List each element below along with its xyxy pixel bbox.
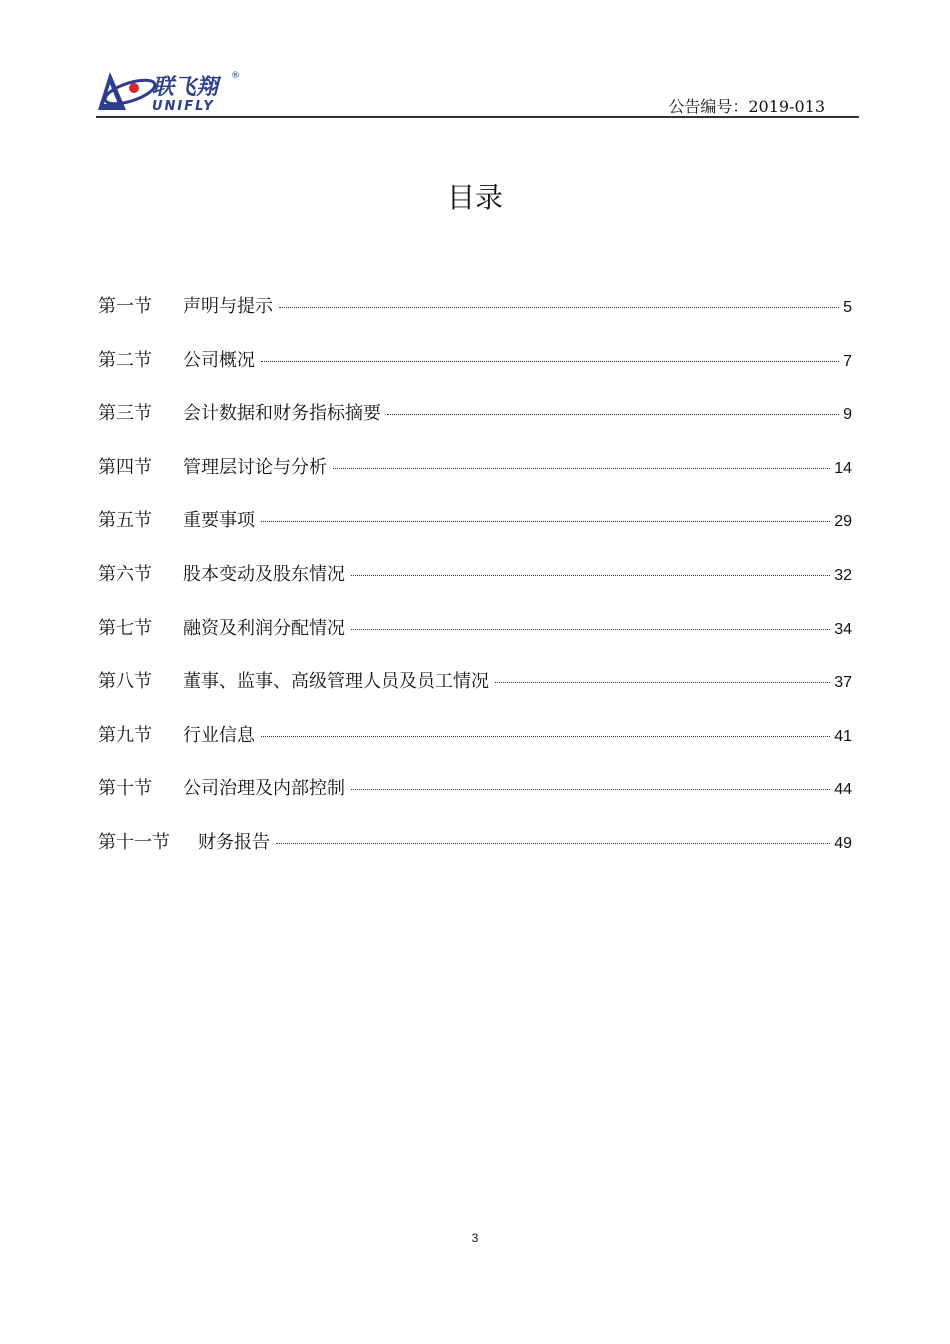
toc-dot-leader [333,468,830,469]
toc-dot-leader [387,414,839,415]
header-rule [96,116,859,118]
toc-dot-leader [351,575,830,576]
toc-section-label: 第八节 [98,671,152,693]
page-number: 3 [471,1231,479,1245]
toc-section-label: 第十节 [98,778,152,800]
toc-page-number: 5 [843,299,852,316]
toc-dot-leader [495,682,830,683]
toc-dot-leader [261,736,830,737]
toc-section-name: 财务报告 [198,831,270,853]
toc-item[interactable] [98,399,852,453]
toc-dot-leader [261,361,839,362]
toc-item[interactable] [98,560,852,614]
toc-section-name: 会计数据和财务指标摘要 [183,403,381,425]
toc-section-name: 公司治理及内部控制 [183,778,345,800]
toc-section-label: 第一节 [98,296,152,317]
toc-item[interactable] [98,774,852,828]
toc-item[interactable] [98,346,852,400]
toc-page-number: 32 [834,566,852,584]
toc-page-number: 34 [834,620,852,638]
toc-section-label: 第三节 [98,403,152,425]
toc-section-label: 第七节 [98,617,152,639]
toc-dot-leader [351,789,830,790]
page-title: 目录 [446,181,503,214]
toc-page-number: 9 [843,406,852,424]
toc-dot-leader [276,843,830,844]
toc-item[interactable] [98,453,852,507]
toc-page-number: 49 [834,834,852,852]
page-header [96,60,859,118]
toc-dot-leader [261,521,830,522]
toc-section-name: 董事、监事、高级管理人员及员工情况 [183,671,489,693]
toc-page-number: 44 [834,781,852,799]
toc-page-number: 37 [834,674,852,692]
toc-section-name: 公司概况 [183,349,255,371]
toc-section-label: 第四节 [98,456,152,478]
toc-item[interactable] [98,667,852,721]
toc-section-name: 行业信息 [183,724,255,746]
unifly-logo [96,64,256,116]
toc-section-name: 重要事项 [183,510,255,532]
toc-section-label: 第二节 [98,349,152,371]
toc-item[interactable] [98,721,852,775]
toc-dot-leader [351,629,830,630]
toc-section-label: 第十一节 [98,831,170,853]
toc-section-label: 第九节 [98,724,152,746]
toc-section-name: 股本变动及股东情况 [183,563,345,585]
logo-registered-mark: ® [231,71,240,81]
toc-page-number: 41 [834,727,852,745]
toc-page-number: 7 [843,352,852,370]
toc-section-name: 声明与提示 [183,296,273,317]
logo-red-dot-icon [129,83,139,93]
table-of-contents [98,292,852,882]
toc-dot-leader [279,307,839,308]
toc-page-number: 29 [834,513,852,531]
toc-page-number: 14 [834,459,852,477]
toc-section-name: 融资及利润分配情况 [183,617,345,639]
toc-section-label: 第五节 [98,510,152,532]
toc-item[interactable] [98,828,852,882]
toc-section-name: 管理层讨论与分析 [183,456,327,478]
toc-item[interactable] [98,614,852,668]
logo-cn-text: 联飞翔 [152,75,219,100]
toc-item[interactable] [98,292,852,346]
logo-en-text: UNIFLY [152,99,215,114]
toc-section-label: 第六节 [98,563,152,585]
toc-item[interactable] [98,506,852,560]
announcement-number: 公告编号：2019-013 [668,97,825,116]
